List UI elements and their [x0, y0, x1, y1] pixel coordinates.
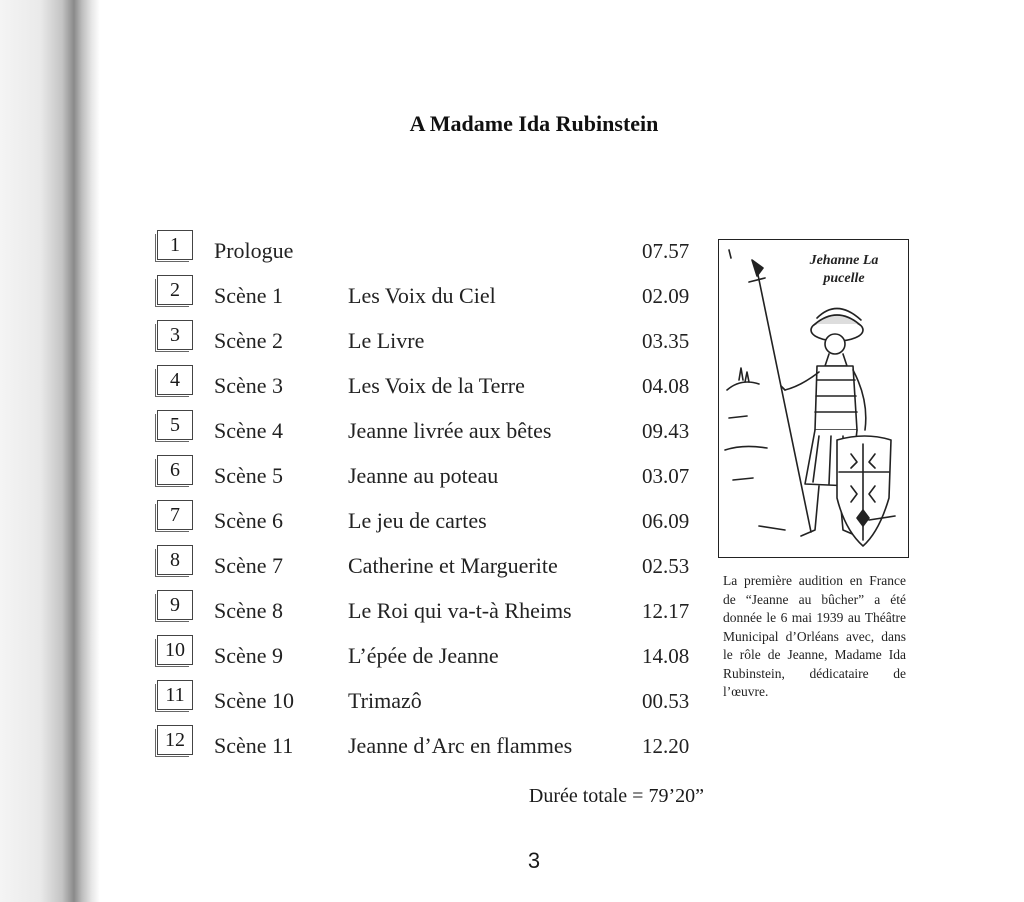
page-number: 3 — [527, 848, 541, 873]
track-number: 2 — [157, 275, 193, 305]
track-number: 9 — [157, 590, 193, 620]
track-title: Le jeu de cartes — [348, 508, 487, 533]
track-scene: Scène 5 — [214, 463, 284, 488]
track-row — [0, 410, 720, 450]
track-title: Le Roi qui va-t-à Rheims — [348, 598, 572, 623]
track-scene: Scène 8 — [214, 598, 284, 623]
track-duration: 03.07 — [642, 464, 690, 488]
card-caption: Jehanne La pucelle — [809, 253, 879, 286]
track-scene: Prologue — [214, 238, 294, 263]
track-duration: 07.57 — [642, 239, 690, 263]
track-title: Jeanne livrée aux bêtes — [348, 418, 552, 443]
track-scene: Scène 6 — [214, 508, 284, 533]
track-duration: 02.09 — [642, 284, 690, 308]
page-title: A Madame Ida Rubinstein — [409, 111, 659, 136]
track-row — [0, 230, 720, 270]
track-title: Jeanne au poteau — [348, 463, 499, 488]
track-scene: Scène 1 — [214, 283, 284, 308]
track-number: 6 — [157, 455, 193, 485]
track-number: 1 — [157, 230, 193, 260]
track-scene: Scène 11 — [214, 733, 294, 758]
track-row — [0, 320, 720, 360]
track-scene: Scène 3 — [214, 373, 284, 398]
track-title: Les Voix du Ciel — [348, 283, 496, 308]
track-scene: Scène 4 — [214, 418, 284, 443]
track-duration: 14.08 — [642, 644, 690, 668]
track-number: 7 — [157, 500, 193, 530]
track-row — [0, 545, 720, 585]
track-number: 12 — [157, 725, 193, 755]
track-row — [0, 590, 720, 630]
track-row — [0, 500, 720, 540]
track-number: 4 — [157, 365, 193, 395]
track-number: 5 — [157, 410, 193, 440]
illustration-caption: La première audition en France de “Jeanne au bûcher” a été donnée le 6 mai 1939 au Théâtre Municipal d’Orléans avec, dans le rôle de Jeanne, Madame Ida Rubinstein, dédicataire de l’œuvre. — [723, 573, 906, 699]
track-title: Catherine et Marguerite — [348, 553, 558, 578]
track-scene: Scène 7 — [214, 553, 284, 578]
track-number: 8 — [157, 545, 193, 575]
track-duration: 06.09 — [642, 509, 690, 533]
track-row — [0, 725, 720, 765]
track-title: L’épée de Jeanne — [348, 643, 499, 668]
track-duration: 12.20 — [642, 734, 690, 758]
track-row — [0, 365, 720, 405]
track-duration: 12.17 — [642, 599, 690, 623]
track-title: Les Voix de la Terre — [348, 373, 525, 398]
track-row — [0, 635, 720, 675]
track-scene: Scène 10 — [214, 688, 295, 713]
track-duration: 09.43 — [642, 419, 690, 443]
track-scene: Scène 9 — [214, 643, 284, 668]
track-row — [0, 680, 720, 720]
track-row — [0, 455, 720, 495]
joan-of-arc-card-illustration — [718, 239, 909, 558]
track-title: Jeanne d’Arc en flammes — [348, 733, 573, 758]
track-duration: 00.53 — [642, 689, 690, 713]
track-number: 11 — [157, 680, 193, 710]
track-title: Le Livre — [348, 328, 425, 353]
track-number: 3 — [157, 320, 193, 350]
track-duration: 02.53 — [642, 554, 690, 578]
total-duration: Durée totale = 79’20” — [528, 785, 704, 807]
track-duration: 04.08 — [642, 374, 690, 398]
track-duration: 03.35 — [642, 329, 690, 353]
track-title: Trimazô — [348, 688, 422, 713]
track-row — [0, 275, 720, 315]
track-number: 10 — [157, 635, 193, 665]
track-scene: Scène 2 — [214, 328, 284, 353]
